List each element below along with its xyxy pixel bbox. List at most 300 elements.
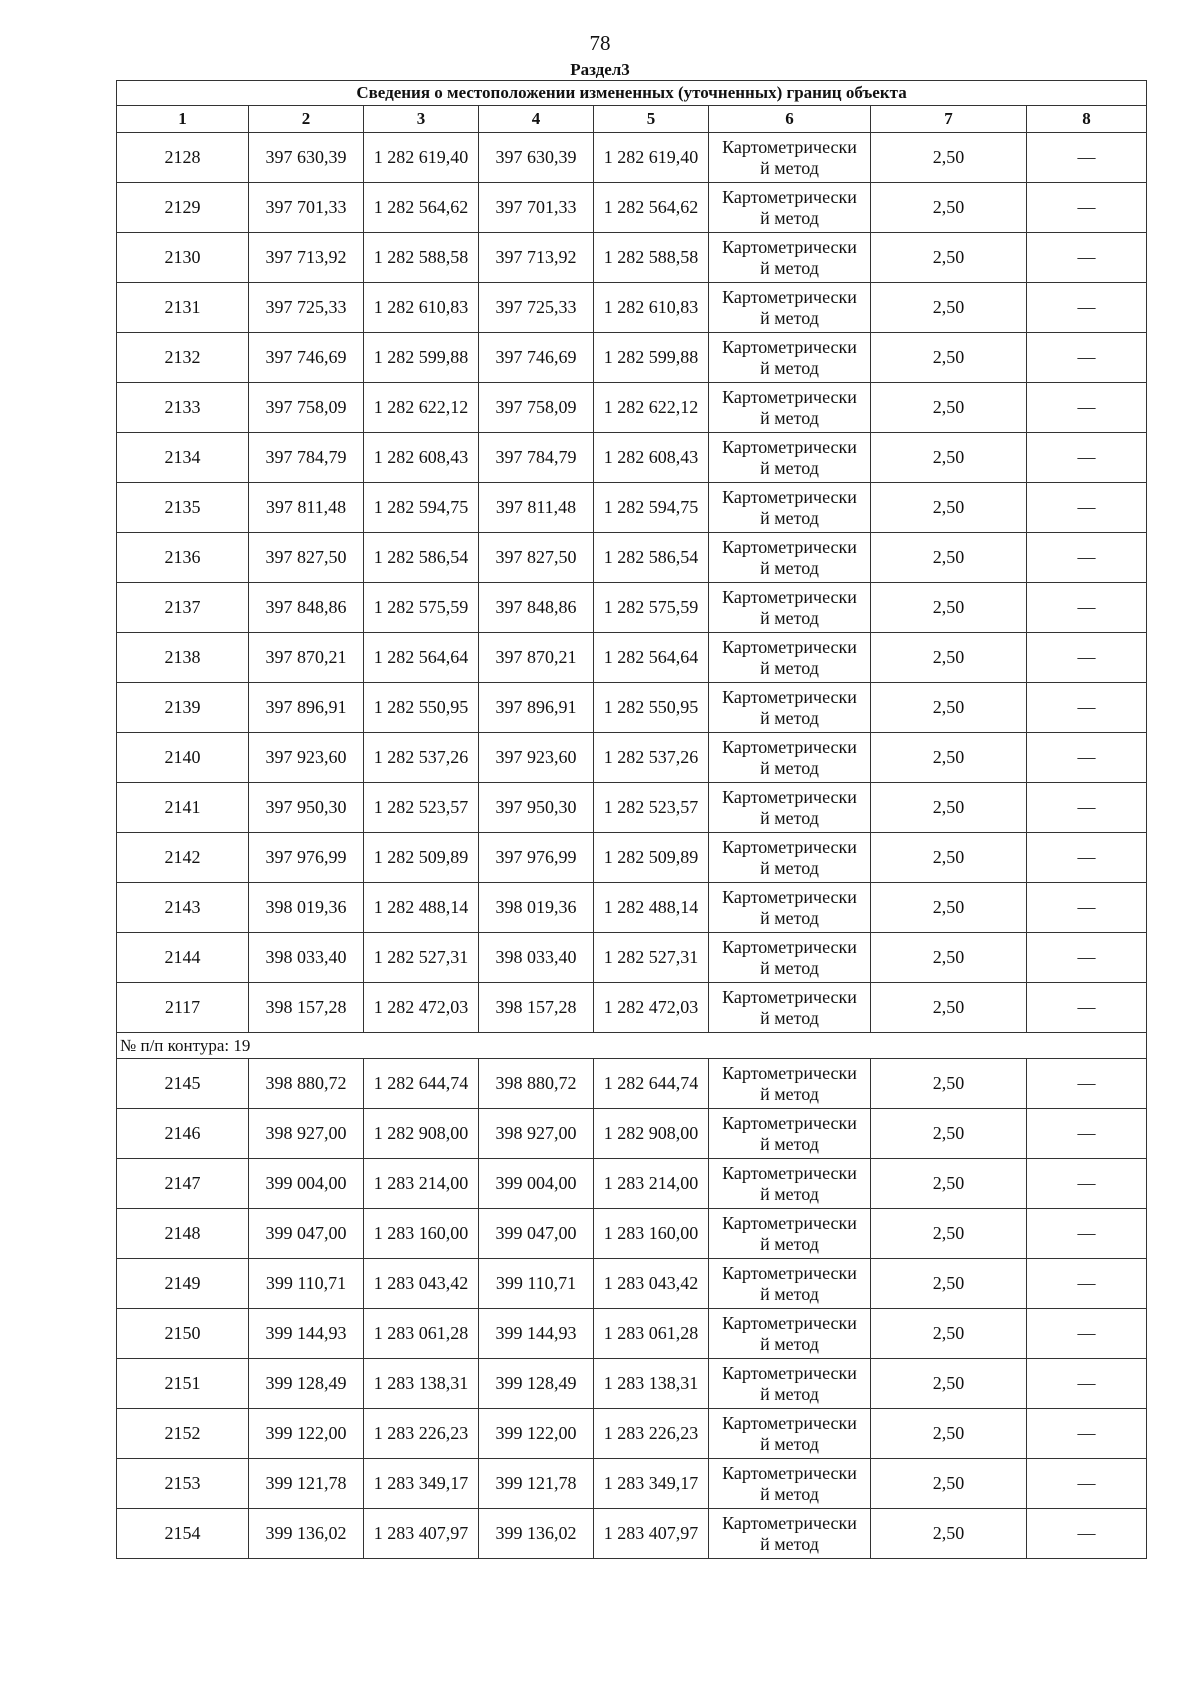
table-row bbox=[117, 433, 1147, 483]
old-x-cell: 399 047,00 bbox=[249, 1209, 364, 1259]
old-x-cell: 397 784,79 bbox=[249, 433, 364, 483]
new-y-cell: 1 282 586,54 bbox=[594, 533, 709, 583]
new-x-cell: 397 784,79 bbox=[479, 433, 594, 483]
old-x-cell: 397 976,99 bbox=[249, 833, 364, 883]
note-cell: — bbox=[1027, 1109, 1147, 1159]
method-cell bbox=[709, 1109, 871, 1159]
new-x-cell: 399 121,78 bbox=[479, 1459, 594, 1509]
point-number-cell: 2148 bbox=[117, 1209, 249, 1259]
old-x-cell: 398 033,40 bbox=[249, 933, 364, 983]
table-row bbox=[117, 683, 1147, 733]
accuracy-cell: 2,50 bbox=[871, 933, 1027, 983]
new-x-cell: 397 713,92 bbox=[479, 233, 594, 283]
new-x-cell: 397 950,30 bbox=[479, 783, 594, 833]
method-cell bbox=[709, 1309, 871, 1359]
method-cell bbox=[709, 1409, 871, 1459]
method-cell bbox=[709, 933, 871, 983]
accuracy-cell: 2,50 bbox=[871, 483, 1027, 533]
contour-label: № п/п контура: 19 bbox=[117, 1033, 1147, 1059]
method-text-line2: й метод bbox=[760, 607, 819, 628]
point-number-cell: 2136 bbox=[117, 533, 249, 583]
method-text-line2: й метод bbox=[760, 357, 819, 378]
old-y-cell: 1 282 537,26 bbox=[364, 733, 479, 783]
new-x-cell: 398 157,28 bbox=[479, 983, 594, 1033]
new-y-cell: 1 283 349,17 bbox=[594, 1459, 709, 1509]
table-row bbox=[117, 783, 1147, 833]
new-x-cell: 399 136,02 bbox=[479, 1509, 594, 1559]
method-cell bbox=[709, 783, 871, 833]
new-x-cell: 399 144,93 bbox=[479, 1309, 594, 1359]
new-y-cell: 1 282 575,59 bbox=[594, 583, 709, 633]
method-text-line1: Картометрически bbox=[722, 836, 857, 857]
new-x-cell: 398 880,72 bbox=[479, 1059, 594, 1109]
old-y-cell: 1 283 226,23 bbox=[364, 1409, 479, 1459]
method-cell bbox=[709, 483, 871, 533]
point-number-cell: 2130 bbox=[117, 233, 249, 283]
old-y-cell: 1 282 644,74 bbox=[364, 1059, 479, 1109]
old-x-cell: 397 848,86 bbox=[249, 583, 364, 633]
method-text-line1: Картометрически bbox=[722, 286, 857, 307]
old-y-cell: 1 283 407,97 bbox=[364, 1509, 479, 1559]
old-x-cell: 399 144,93 bbox=[249, 1309, 364, 1359]
note-cell: — bbox=[1027, 733, 1147, 783]
new-x-cell: 397 811,48 bbox=[479, 483, 594, 533]
accuracy-cell: 2,50 bbox=[871, 1109, 1027, 1159]
old-x-cell: 399 110,71 bbox=[249, 1259, 364, 1309]
point-number-cell: 2135 bbox=[117, 483, 249, 533]
note-cell: — bbox=[1027, 983, 1147, 1033]
note-cell: — bbox=[1027, 1209, 1147, 1259]
new-x-cell: 398 019,36 bbox=[479, 883, 594, 933]
method-cell bbox=[709, 283, 871, 333]
note-cell: — bbox=[1027, 383, 1147, 433]
old-y-cell: 1 282 594,75 bbox=[364, 483, 479, 533]
old-y-cell: 1 282 622,12 bbox=[364, 383, 479, 433]
point-number-cell: 2134 bbox=[117, 433, 249, 483]
point-number-cell: 2131 bbox=[117, 283, 249, 333]
point-number-cell: 2133 bbox=[117, 383, 249, 433]
method-cell bbox=[709, 383, 871, 433]
old-x-cell: 397 811,48 bbox=[249, 483, 364, 533]
point-number-cell: 2132 bbox=[117, 333, 249, 383]
method-text-line1: Картометрически bbox=[722, 986, 857, 1007]
new-x-cell: 397 827,50 bbox=[479, 533, 594, 583]
method-text-line1: Картометрически bbox=[722, 186, 857, 207]
method-text-line2: й метод bbox=[760, 1433, 819, 1454]
method-text-line1: Картометрически bbox=[722, 1462, 857, 1483]
table-row bbox=[117, 883, 1147, 933]
new-y-cell: 1 282 588,58 bbox=[594, 233, 709, 283]
new-x-cell: 397 870,21 bbox=[479, 633, 594, 683]
method-text-line1: Картометрически bbox=[722, 436, 857, 457]
table-row bbox=[117, 333, 1147, 383]
table-row bbox=[117, 1159, 1147, 1209]
method-text-line1: Картометрически bbox=[722, 786, 857, 807]
method-cell bbox=[709, 733, 871, 783]
point-number-cell: 2153 bbox=[117, 1459, 249, 1509]
old-x-cell: 397 870,21 bbox=[249, 633, 364, 683]
table-row bbox=[117, 1459, 1147, 1509]
new-y-cell: 1 282 594,75 bbox=[594, 483, 709, 533]
old-y-cell: 1 283 138,31 bbox=[364, 1359, 479, 1409]
old-x-cell: 398 880,72 bbox=[249, 1059, 364, 1109]
new-y-cell: 1 282 608,43 bbox=[594, 433, 709, 483]
table-row bbox=[117, 583, 1147, 633]
method-text-line1: Картометрически bbox=[722, 1362, 857, 1383]
column-header: 8 bbox=[1027, 106, 1147, 133]
old-x-cell: 399 128,49 bbox=[249, 1359, 364, 1409]
old-x-cell: 397 950,30 bbox=[249, 783, 364, 833]
method-text-line1: Картометрически bbox=[722, 586, 857, 607]
point-number-cell: 2139 bbox=[117, 683, 249, 733]
column-header: 7 bbox=[871, 106, 1027, 133]
method-text-line1: Картометрически bbox=[722, 936, 857, 957]
table-body bbox=[117, 81, 1147, 1559]
old-x-cell: 397 630,39 bbox=[249, 133, 364, 183]
method-text-line1: Картометрически bbox=[722, 236, 857, 257]
point-number-cell: 2147 bbox=[117, 1159, 249, 1209]
table-row bbox=[117, 183, 1147, 233]
old-x-cell: 397 713,92 bbox=[249, 233, 364, 283]
note-cell: — bbox=[1027, 1459, 1147, 1509]
old-y-cell: 1 283 160,00 bbox=[364, 1209, 479, 1259]
method-cell bbox=[709, 1059, 871, 1109]
old-y-cell: 1 282 550,95 bbox=[364, 683, 479, 733]
table-row bbox=[117, 133, 1147, 183]
note-cell: — bbox=[1027, 283, 1147, 333]
method-text-line2: й метод bbox=[760, 1533, 819, 1554]
table-row bbox=[117, 633, 1147, 683]
note-cell: — bbox=[1027, 833, 1147, 883]
method-text-line1: Картометрически bbox=[722, 1212, 857, 1233]
new-x-cell: 397 701,33 bbox=[479, 183, 594, 233]
point-number-cell: 2141 bbox=[117, 783, 249, 833]
new-x-cell: 397 896,91 bbox=[479, 683, 594, 733]
accuracy-cell: 2,50 bbox=[871, 983, 1027, 1033]
column-header: 3 bbox=[364, 106, 479, 133]
new-y-cell: 1 282 488,14 bbox=[594, 883, 709, 933]
method-cell bbox=[709, 333, 871, 383]
note-cell: — bbox=[1027, 1509, 1147, 1559]
accuracy-cell: 2,50 bbox=[871, 733, 1027, 783]
old-x-cell: 399 136,02 bbox=[249, 1509, 364, 1559]
old-y-cell: 1 282 523,57 bbox=[364, 783, 479, 833]
new-y-cell: 1 283 407,97 bbox=[594, 1509, 709, 1559]
old-y-cell: 1 282 527,31 bbox=[364, 933, 479, 983]
table-row bbox=[117, 833, 1147, 883]
method-text-line1: Картометрически bbox=[722, 386, 857, 407]
old-x-cell: 397 896,91 bbox=[249, 683, 364, 733]
accuracy-cell: 2,50 bbox=[871, 1159, 1027, 1209]
new-x-cell: 397 923,60 bbox=[479, 733, 594, 783]
method-text-line2: й метод bbox=[760, 157, 819, 178]
old-y-cell: 1 282 472,03 bbox=[364, 983, 479, 1033]
method-text-line1: Картометрически bbox=[722, 1062, 857, 1083]
accuracy-cell: 2,50 bbox=[871, 283, 1027, 333]
method-text-line2: й метод bbox=[760, 1383, 819, 1404]
new-y-cell: 1 283 226,23 bbox=[594, 1409, 709, 1459]
old-x-cell: 398 019,36 bbox=[249, 883, 364, 933]
point-number-cell: 2143 bbox=[117, 883, 249, 933]
point-number-cell: 2140 bbox=[117, 733, 249, 783]
note-cell: — bbox=[1027, 883, 1147, 933]
method-text-line2: й метод bbox=[760, 707, 819, 728]
new-x-cell: 397 758,09 bbox=[479, 383, 594, 433]
method-text-line2: й метод bbox=[760, 907, 819, 928]
table-row bbox=[117, 733, 1147, 783]
new-y-cell: 1 282 564,62 bbox=[594, 183, 709, 233]
new-x-cell: 397 976,99 bbox=[479, 833, 594, 883]
note-cell: — bbox=[1027, 1059, 1147, 1109]
column-header: 2 bbox=[249, 106, 364, 133]
method-text-line1: Картометрически bbox=[722, 1512, 857, 1533]
contour-separator-row bbox=[117, 1033, 1147, 1059]
note-cell: — bbox=[1027, 1159, 1147, 1209]
boundary-coordinates-table bbox=[116, 80, 1147, 1559]
method-text-line1: Картометрически bbox=[722, 1112, 857, 1133]
method-cell bbox=[709, 433, 871, 483]
method-text-line1: Картометрически bbox=[722, 886, 857, 907]
method-text-line2: й метод bbox=[760, 1007, 819, 1028]
point-number-cell: 2138 bbox=[117, 633, 249, 683]
method-text-line1: Картометрически bbox=[722, 486, 857, 507]
new-y-cell: 1 283 160,00 bbox=[594, 1209, 709, 1259]
method-text-line2: й метод bbox=[760, 1283, 819, 1304]
accuracy-cell: 2,50 bbox=[871, 1509, 1027, 1559]
point-number-cell: 2154 bbox=[117, 1509, 249, 1559]
note-cell: — bbox=[1027, 433, 1147, 483]
table-row bbox=[117, 233, 1147, 283]
method-text-line1: Картометрически bbox=[722, 136, 857, 157]
method-text-line2: й метод bbox=[760, 457, 819, 478]
new-y-cell: 1 283 043,42 bbox=[594, 1259, 709, 1309]
note-cell: — bbox=[1027, 1409, 1147, 1459]
table-row bbox=[117, 1109, 1147, 1159]
old-y-cell: 1 282 575,59 bbox=[364, 583, 479, 633]
accuracy-cell: 2,50 bbox=[871, 233, 1027, 283]
point-number-cell: 2117 bbox=[117, 983, 249, 1033]
point-number-cell: 2152 bbox=[117, 1409, 249, 1459]
method-cell bbox=[709, 1459, 871, 1509]
new-x-cell: 399 004,00 bbox=[479, 1159, 594, 1209]
note-cell: — bbox=[1027, 633, 1147, 683]
new-x-cell: 397 746,69 bbox=[479, 333, 594, 383]
new-y-cell: 1 283 138,31 bbox=[594, 1359, 709, 1409]
old-y-cell: 1 282 564,64 bbox=[364, 633, 479, 683]
column-header: 6 bbox=[709, 106, 871, 133]
accuracy-cell: 2,50 bbox=[871, 433, 1027, 483]
point-number-cell: 2144 bbox=[117, 933, 249, 983]
old-y-cell: 1 282 488,14 bbox=[364, 883, 479, 933]
method-text-line2: й метод bbox=[760, 207, 819, 228]
note-cell: — bbox=[1027, 533, 1147, 583]
point-number-cell: 2142 bbox=[117, 833, 249, 883]
new-x-cell: 399 047,00 bbox=[479, 1209, 594, 1259]
old-x-cell: 399 121,78 bbox=[249, 1459, 364, 1509]
new-y-cell: 1 282 537,26 bbox=[594, 733, 709, 783]
method-text-line1: Картометрически bbox=[722, 736, 857, 757]
point-number-cell: 2128 bbox=[117, 133, 249, 183]
new-y-cell: 1 282 550,95 bbox=[594, 683, 709, 733]
old-x-cell: 399 122,00 bbox=[249, 1409, 364, 1459]
old-y-cell: 1 283 043,42 bbox=[364, 1259, 479, 1309]
note-cell: — bbox=[1027, 683, 1147, 733]
page-number: 78 bbox=[589, 31, 611, 55]
point-number-cell: 2149 bbox=[117, 1259, 249, 1309]
table-row bbox=[117, 1509, 1147, 1559]
accuracy-cell: 2,50 bbox=[871, 683, 1027, 733]
accuracy-cell: 2,50 bbox=[871, 533, 1027, 583]
old-y-cell: 1 282 588,58 bbox=[364, 233, 479, 283]
note-cell: — bbox=[1027, 583, 1147, 633]
method-cell bbox=[709, 983, 871, 1033]
point-number-cell: 2129 bbox=[117, 183, 249, 233]
old-y-cell: 1 283 061,28 bbox=[364, 1309, 479, 1359]
method-cell bbox=[709, 1509, 871, 1559]
method-text-line2: й метод bbox=[760, 1183, 819, 1204]
point-number-cell: 2137 bbox=[117, 583, 249, 633]
method-text-line2: й метод bbox=[760, 957, 819, 978]
old-x-cell: 397 746,69 bbox=[249, 333, 364, 383]
table-row bbox=[117, 1259, 1147, 1309]
column-header: 5 bbox=[594, 106, 709, 133]
new-y-cell: 1 282 644,74 bbox=[594, 1059, 709, 1109]
method-text-line1: Картометрически bbox=[722, 1262, 857, 1283]
table-row bbox=[117, 533, 1147, 583]
table-row bbox=[117, 1409, 1147, 1459]
method-text-line1: Картометрически bbox=[722, 336, 857, 357]
method-text-line2: й метод bbox=[760, 557, 819, 578]
method-text-line2: й метод bbox=[760, 1483, 819, 1504]
new-y-cell: 1 283 214,00 bbox=[594, 1159, 709, 1209]
new-x-cell: 399 128,49 bbox=[479, 1359, 594, 1409]
method-text-line2: й метод bbox=[760, 507, 819, 528]
accuracy-cell: 2,50 bbox=[871, 1059, 1027, 1109]
old-y-cell: 1 283 349,17 bbox=[364, 1459, 479, 1509]
method-text-line1: Картометрически bbox=[722, 536, 857, 557]
method-text-line2: й метод bbox=[760, 757, 819, 778]
accuracy-cell: 2,50 bbox=[871, 1359, 1027, 1409]
old-y-cell: 1 282 599,88 bbox=[364, 333, 479, 383]
table-row bbox=[117, 933, 1147, 983]
old-y-cell: 1 283 214,00 bbox=[364, 1159, 479, 1209]
old-y-cell: 1 282 509,89 bbox=[364, 833, 479, 883]
old-y-cell: 1 282 608,43 bbox=[364, 433, 479, 483]
new-x-cell: 399 122,00 bbox=[479, 1409, 594, 1459]
old-y-cell: 1 282 619,40 bbox=[364, 133, 479, 183]
section-label: Раздел3 bbox=[570, 60, 630, 79]
accuracy-cell: 2,50 bbox=[871, 633, 1027, 683]
old-x-cell: 397 725,33 bbox=[249, 283, 364, 333]
old-x-cell: 399 004,00 bbox=[249, 1159, 364, 1209]
method-text-line1: Картометрически bbox=[722, 636, 857, 657]
old-x-cell: 397 923,60 bbox=[249, 733, 364, 783]
table-title-row bbox=[117, 81, 1147, 106]
method-cell bbox=[709, 1259, 871, 1309]
old-x-cell: 398 157,28 bbox=[249, 983, 364, 1033]
column-header: 1 bbox=[117, 106, 249, 133]
new-y-cell: 1 282 619,40 bbox=[594, 133, 709, 183]
accuracy-cell: 2,50 bbox=[871, 783, 1027, 833]
note-cell: — bbox=[1027, 233, 1147, 283]
method-text-line2: й метод bbox=[760, 1233, 819, 1254]
method-text-line2: й метод bbox=[760, 1133, 819, 1154]
new-y-cell: 1 282 908,00 bbox=[594, 1109, 709, 1159]
method-cell bbox=[709, 583, 871, 633]
accuracy-cell: 2,50 bbox=[871, 1259, 1027, 1309]
table-row bbox=[117, 1059, 1147, 1109]
method-cell bbox=[709, 1209, 871, 1259]
old-y-cell: 1 282 908,00 bbox=[364, 1109, 479, 1159]
accuracy-cell: 2,50 bbox=[871, 1209, 1027, 1259]
new-y-cell: 1 282 509,89 bbox=[594, 833, 709, 883]
old-x-cell: 397 827,50 bbox=[249, 533, 364, 583]
new-y-cell: 1 282 564,64 bbox=[594, 633, 709, 683]
new-y-cell: 1 282 472,03 bbox=[594, 983, 709, 1033]
accuracy-cell: 2,50 bbox=[871, 883, 1027, 933]
method-text-line1: Картометрически bbox=[722, 1412, 857, 1433]
point-number-cell: 2150 bbox=[117, 1309, 249, 1359]
accuracy-cell: 2,50 bbox=[871, 833, 1027, 883]
new-y-cell: 1 283 061,28 bbox=[594, 1309, 709, 1359]
point-number-cell: 2151 bbox=[117, 1359, 249, 1409]
method-cell bbox=[709, 183, 871, 233]
method-text-line1: Картометрически bbox=[722, 1312, 857, 1333]
old-x-cell: 397 701,33 bbox=[249, 183, 364, 233]
new-x-cell: 397 725,33 bbox=[479, 283, 594, 333]
method-text-line2: й метод bbox=[760, 1333, 819, 1354]
accuracy-cell: 2,50 bbox=[871, 1459, 1027, 1509]
new-y-cell: 1 282 527,31 bbox=[594, 933, 709, 983]
method-cell bbox=[709, 233, 871, 283]
method-text-line2: й метод bbox=[760, 857, 819, 878]
column-header: 4 bbox=[479, 106, 594, 133]
method-text-line1: Картометрически bbox=[722, 1162, 857, 1183]
method-cell bbox=[709, 633, 871, 683]
note-cell: — bbox=[1027, 783, 1147, 833]
table-row bbox=[117, 1359, 1147, 1409]
accuracy-cell: 2,50 bbox=[871, 383, 1027, 433]
method-text-line2: й метод bbox=[760, 307, 819, 328]
method-text-line2: й метод bbox=[760, 257, 819, 278]
new-y-cell: 1 282 523,57 bbox=[594, 783, 709, 833]
new-y-cell: 1 282 622,12 bbox=[594, 383, 709, 433]
table-row bbox=[117, 1309, 1147, 1359]
new-x-cell: 398 927,00 bbox=[479, 1109, 594, 1159]
new-x-cell: 397 848,86 bbox=[479, 583, 594, 633]
old-x-cell: 397 758,09 bbox=[249, 383, 364, 433]
accuracy-cell: 2,50 bbox=[871, 1409, 1027, 1459]
new-x-cell: 398 033,40 bbox=[479, 933, 594, 983]
note-cell: — bbox=[1027, 1309, 1147, 1359]
accuracy-cell: 2,50 bbox=[871, 183, 1027, 233]
old-y-cell: 1 282 586,54 bbox=[364, 533, 479, 583]
note-cell: — bbox=[1027, 1259, 1147, 1309]
note-cell: — bbox=[1027, 133, 1147, 183]
method-text-line2: й метод bbox=[760, 807, 819, 828]
note-cell: — bbox=[1027, 333, 1147, 383]
accuracy-cell: 2,50 bbox=[871, 583, 1027, 633]
method-cell bbox=[709, 1359, 871, 1409]
method-cell bbox=[709, 883, 871, 933]
new-x-cell: 399 110,71 bbox=[479, 1259, 594, 1309]
method-cell bbox=[709, 1159, 871, 1209]
table-title: Сведения о местоположении измененных (уточненных) границ объекта bbox=[117, 81, 1147, 106]
column-header-row bbox=[117, 106, 1147, 133]
old-y-cell: 1 282 610,83 bbox=[364, 283, 479, 333]
accuracy-cell: 2,50 bbox=[871, 133, 1027, 183]
note-cell: — bbox=[1027, 1359, 1147, 1409]
